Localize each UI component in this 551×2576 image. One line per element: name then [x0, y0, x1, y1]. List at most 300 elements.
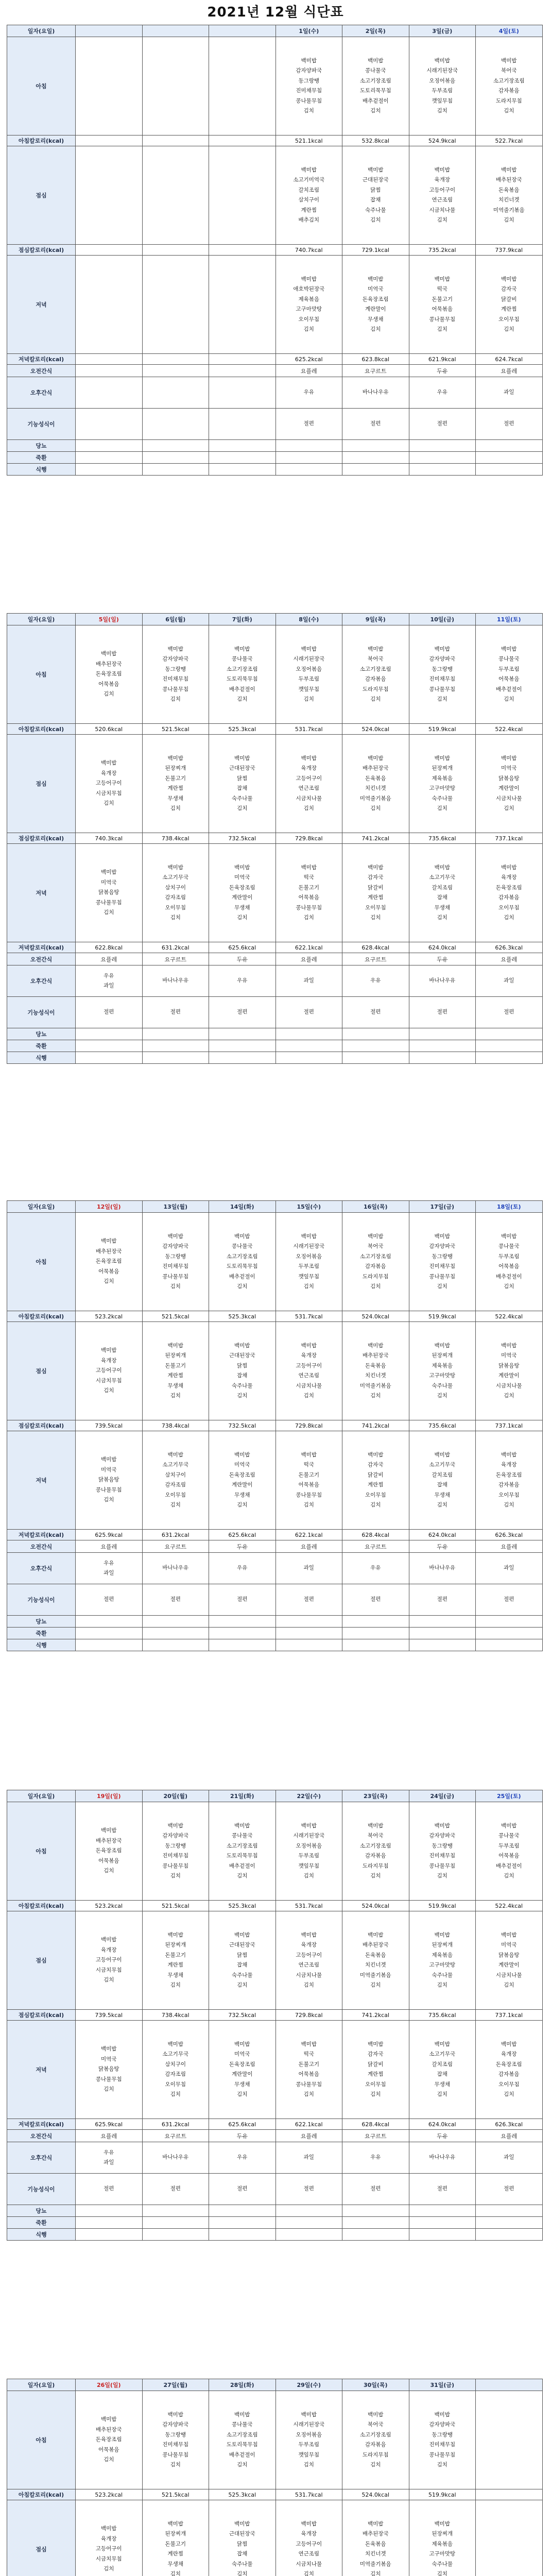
- dish-item: 오이무침: [165, 904, 186, 911]
- extra1-cell: [342, 440, 409, 452]
- dish-item: 육개장: [301, 2531, 317, 2537]
- lunch_kcal-cell: 737.1kcal: [476, 833, 543, 844]
- dish-item: 백미밥: [368, 276, 384, 282]
- dish-item: 백미밥: [368, 166, 384, 173]
- dish-item: 돈육볶음: [365, 1952, 386, 1958]
- dinner-cell: [409, 256, 476, 354]
- dinner_kcal-cell: 624.0kcal: [409, 2119, 476, 2130]
- morning_snack-cell: 두유: [209, 1540, 276, 1553]
- morning_snack-cell: 요플레: [476, 953, 543, 965]
- dish-item: 절편: [104, 1009, 114, 1015]
- row-label-lunch_kcal: 점심칼로리(kcal): [7, 245, 76, 256]
- lunch_kcal-cell: 738.4kcal: [142, 1420, 209, 1431]
- dish-item: 돈육볶음: [498, 187, 520, 193]
- extra1-cell: [476, 1028, 543, 1040]
- dish-item: 김치: [370, 1502, 381, 1508]
- dish-item: 고등어구이: [296, 775, 322, 782]
- dish-item: 미역줄기볶음: [359, 795, 391, 802]
- lunch-cell: [76, 1322, 143, 1420]
- lunch_kcal-cell: 729.8kcal: [276, 2010, 342, 2021]
- lunch_kcal-cell: 741.2kcal: [342, 2010, 409, 2021]
- dish-item: 배추겉절이: [229, 686, 255, 692]
- dish-item: 고등어구이: [429, 187, 456, 193]
- late_snack-cell: [409, 2174, 476, 2205]
- dish-item: 오징어볶음: [296, 2431, 322, 2438]
- dish-item: 김치: [303, 2462, 314, 2468]
- lunch-cell: [209, 1911, 276, 2010]
- dish-item: 떡국: [437, 286, 447, 292]
- dish-item: 감자양파국: [162, 1243, 189, 1249]
- row-label-dinner: 저녁: [7, 256, 76, 354]
- row-label-dinner: 저녁: [7, 1431, 76, 1530]
- lunch_kcal-cell: 735.6kcal: [409, 833, 476, 844]
- dish-item: 오징어볶음: [429, 77, 456, 84]
- dish-item: 김치: [303, 805, 314, 811]
- dish-item: 연근조림: [298, 1962, 320, 1968]
- dish-item: 김치: [370, 2571, 381, 2576]
- breakfast_kcal-cell: 519.9kcal: [409, 1901, 476, 1911]
- dish-item: 고등어구이: [95, 1367, 122, 1374]
- dish-item: 콩나물무침: [95, 899, 122, 906]
- breakfast_kcal-cell: 532.8kcal: [342, 135, 409, 146]
- dish-item: 돈불고기: [165, 2540, 186, 2547]
- breakfast-cell: [209, 1802, 276, 1901]
- dish-item: 백미밥: [167, 1451, 183, 1458]
- lunch-cell: [409, 735, 476, 833]
- late_snack-cell: [409, 997, 476, 1028]
- extra3-cell: [276, 1052, 342, 1064]
- day-header: 6일(월): [142, 614, 209, 625]
- dinner_kcal-cell: 624.7kcal: [476, 354, 543, 365]
- dish-item: 백미밥: [434, 2520, 450, 2527]
- dish-item: 백미밥: [101, 869, 117, 876]
- dish-item: 김치: [437, 2571, 447, 2576]
- afternoon_snack-cell: [76, 377, 143, 409]
- day-header: 24일(금): [409, 1790, 476, 1802]
- row-label-extra2: 죽환: [7, 452, 76, 464]
- morning_snack-cell: 요구르트: [342, 2130, 409, 2142]
- dish-item: 돈육볶음: [365, 2540, 386, 2547]
- dish-item: 백미밥: [234, 755, 250, 761]
- dish-item: 무생채: [434, 1492, 450, 1498]
- dish-item: 된장찌개: [432, 1942, 453, 1948]
- breakfast_kcal-cell: 524.0kcal: [342, 724, 409, 735]
- day-header: 17일(금): [409, 1201, 476, 1213]
- row-label-extra2: 죽환: [7, 1628, 76, 1639]
- extra3-cell: [276, 464, 342, 476]
- lunch-cell: [276, 2500, 342, 2576]
- dish-item: 백미밥: [434, 1233, 450, 1240]
- late_snack-cell: [142, 1584, 209, 1616]
- extra3-cell: [209, 1052, 276, 1064]
- extra1-cell: [476, 2205, 543, 2217]
- dish-item: 백미밥: [434, 2411, 450, 2418]
- dish-item: 된장찌개: [165, 765, 186, 771]
- dish-item: 김치: [303, 1393, 314, 1399]
- dish-item: 절편: [303, 2185, 314, 2192]
- dish-item: 김치: [104, 1387, 114, 1394]
- dish-item: 닭갈비: [368, 1471, 384, 1478]
- lunch_kcal-cell: 735.6kcal: [409, 2010, 476, 2021]
- late_snack-cell: [209, 2174, 276, 2205]
- dish-item: 절편: [437, 420, 447, 427]
- dish-item: 백미밥: [501, 1233, 517, 1240]
- extra3-cell: [409, 1052, 476, 1064]
- dish-item: 감자조림: [165, 1482, 186, 1488]
- breakfast-cell: [476, 37, 543, 135]
- dinner-cell: [209, 844, 276, 942]
- dish-item: 도토리묵무침: [226, 1263, 258, 1269]
- dish-item: 백미밥: [368, 755, 384, 761]
- dish-item: 백미밥: [301, 1342, 317, 1349]
- dinner-cell: [142, 2021, 209, 2119]
- dish-item: 미역국: [501, 765, 517, 771]
- dish-item: 오이무침: [498, 2081, 520, 2088]
- dish-item: 무생채: [167, 1972, 183, 1978]
- late_snack-cell: [209, 997, 276, 1028]
- dinner-cell: [476, 256, 543, 354]
- extra3-cell: [476, 1052, 543, 1064]
- dinner-cell: [76, 844, 143, 942]
- breakfast-cell: [142, 2391, 209, 2489]
- dish-item: 김치: [370, 914, 381, 921]
- dish-item: 근대된장국: [229, 765, 255, 771]
- dish-item: 된장찌개: [165, 1942, 186, 1948]
- afternoon_snack-cell: [476, 377, 543, 409]
- dish-item: 도라지무침: [495, 97, 522, 104]
- dinner-cell: [409, 844, 476, 942]
- row-label-dinner_kcal: 저녁칼로리(kcal): [7, 942, 76, 953]
- dish-item: 계란말이: [498, 785, 520, 791]
- dish-item: 시금치나물: [495, 1972, 522, 1978]
- dish-item: 김치: [437, 326, 447, 332]
- dish-item: 김치: [104, 2086, 114, 2093]
- breakfast_kcal-cell: 522.4kcal: [476, 1311, 543, 1322]
- extra3-cell: [476, 464, 543, 476]
- day-header: 23일(목): [342, 1790, 409, 1802]
- dish-item: 육개장: [434, 177, 450, 183]
- dish-item: 바나나우유: [429, 977, 456, 984]
- dish-item: 백미밥: [234, 646, 250, 652]
- dish-item: 시래기된장국: [426, 67, 458, 74]
- dish-item: 닭볶음탕: [98, 2066, 119, 2073]
- dish-item: 제육볶음: [298, 296, 320, 302]
- dish-item: 떡국: [303, 2051, 314, 2057]
- dish-item: 절편: [504, 1009, 514, 1015]
- late_snack-cell: [476, 409, 543, 440]
- day-header: 19일(일): [76, 1790, 143, 1802]
- morning_snack-cell: 요구르트: [142, 2130, 209, 2142]
- dish-item: 과일: [504, 389, 514, 396]
- extra2-cell: [209, 452, 276, 464]
- dish-item: 제육볶음: [432, 1362, 453, 1369]
- breakfast_kcal-cell: [209, 135, 276, 146]
- dish-item: 백미밥: [301, 864, 317, 871]
- page-title: 2021년 12월 식단표: [207, 5, 344, 20]
- extra2-cell: [409, 2217, 476, 2229]
- dinner-cell: [76, 256, 143, 354]
- lunch_kcal-cell: 740.3kcal: [76, 833, 143, 844]
- lunch_kcal-cell: 732.5kcal: [209, 1420, 276, 1431]
- dish-item: 미역국: [101, 879, 117, 886]
- dish-item: 백미밥: [301, 166, 317, 173]
- dish-item: 백미밥: [501, 1451, 517, 1458]
- dish-item: 돈육장조림: [95, 671, 122, 677]
- late_snack-cell: [476, 997, 543, 1028]
- dish-item: 백미밥: [368, 646, 384, 652]
- dish-item: 북어국: [368, 1243, 384, 1249]
- afternoon_snack-cell: [209, 1553, 276, 1584]
- dish-item: 숙주나물: [365, 207, 386, 213]
- dinner_kcal-cell: 622.1kcal: [276, 2119, 342, 2130]
- day-header: 3일(금): [409, 25, 476, 37]
- row-label-extra1: 당뇨: [7, 1616, 76, 1628]
- dish-item: 과일: [504, 977, 514, 984]
- late_snack-cell: [76, 1584, 143, 1616]
- dinner_kcal-cell: [142, 354, 209, 365]
- dish-item: 백미밥: [368, 1931, 384, 1938]
- breakfast_kcal-cell: 522.4kcal: [476, 1901, 543, 1911]
- extra1-cell: [142, 1028, 209, 1040]
- breakfast_kcal-cell: 531.7kcal: [276, 724, 342, 735]
- dish-item: 잡채: [237, 1962, 248, 1968]
- dish-item: 고구마맛탕: [429, 2551, 456, 2557]
- late_snack-cell: [76, 2174, 143, 2205]
- extra3-cell: [142, 464, 209, 476]
- dish-item: 김치: [303, 914, 314, 921]
- extra1-cell: [342, 1616, 409, 1628]
- lunch_kcal-cell: 740.7kcal: [276, 245, 342, 256]
- dish-item: 육개장: [301, 765, 317, 771]
- dish-item: 배추겉절이: [362, 97, 389, 104]
- dish-item: 동그랑땡: [432, 2431, 453, 2438]
- dinner_kcal-cell: 626.3kcal: [476, 2119, 543, 2130]
- dish-item: 백미밥: [301, 755, 317, 761]
- breakfast-cell: [76, 2391, 143, 2489]
- row-label-breakfast: 아침: [7, 37, 76, 135]
- lunch_kcal-cell: 729.8kcal: [276, 1420, 342, 1431]
- dish-item: 백미밥: [501, 2041, 517, 2047]
- extra3-cell: [209, 2229, 276, 2241]
- dinner-cell: [476, 844, 543, 942]
- dish-item: 미역국: [234, 874, 250, 880]
- week-table-3: [7, 1200, 543, 1651]
- breakfast-cell: [142, 1213, 209, 1311]
- dish-item: 김치: [437, 1283, 447, 1290]
- dish-item: 백미밥: [101, 1456, 117, 1463]
- dish-item: 시금치무침: [95, 1967, 122, 1973]
- dish-item: 소고기장조림: [226, 2431, 258, 2438]
- extra2-cell: [276, 2217, 342, 2229]
- dish-item: 백미밥: [434, 1451, 450, 1458]
- dish-item: 육개장: [501, 874, 517, 880]
- dinner-cell: [476, 2021, 543, 2119]
- dish-item: 김치: [237, 2091, 248, 2097]
- morning_snack-cell: [76, 365, 143, 377]
- lunch_kcal-cell: 739.5kcal: [76, 2010, 143, 2021]
- day-header: 15일(수): [276, 1201, 342, 1213]
- dish-item: 오이무침: [165, 2081, 186, 2088]
- lunch-cell: [142, 735, 209, 833]
- dish-item: 김치: [504, 1283, 514, 1290]
- dish-item: 우유: [237, 977, 248, 984]
- row-label-late_snack: 기능성식이: [7, 2174, 76, 2205]
- morning_snack-cell: 요구르트: [342, 365, 409, 377]
- afternoon_snack-cell: [76, 965, 143, 997]
- dish-item: 잡채: [437, 2071, 447, 2077]
- breakfast_kcal-cell: 519.9kcal: [409, 724, 476, 735]
- day-header: 28일(화): [209, 2379, 276, 2391]
- lunch_kcal-cell: [142, 245, 209, 256]
- breakfast_kcal-cell: 520.6kcal: [76, 724, 143, 735]
- dinner_kcal-cell: 628.4kcal: [342, 2119, 409, 2130]
- dish-item: 소고기장조림: [226, 1842, 258, 1849]
- lunch_kcal-cell: 737.1kcal: [476, 1420, 543, 1431]
- extra3-cell: [76, 1052, 143, 1064]
- dish-item: 돈불고기: [165, 1362, 186, 1369]
- dish-item: 김치: [237, 1873, 248, 1879]
- dish-item: 두부조림: [498, 1253, 520, 1260]
- afternoon_snack-cell: [409, 965, 476, 997]
- dish-item: 김치: [104, 1868, 114, 1874]
- lunch-cell: [276, 146, 342, 245]
- late_snack-cell: [409, 1584, 476, 1616]
- afternoon_snack-cell: [76, 2142, 143, 2174]
- row-label-dinner_kcal: 저녁칼로리(kcal): [7, 1530, 76, 1540]
- dish-item: 시금치나물: [296, 795, 322, 802]
- dish-item: 돈육장조림: [229, 1471, 255, 1478]
- dish-item: 어묵볶음: [432, 306, 453, 312]
- dish-item: 절편: [104, 2185, 114, 2192]
- dish-item: 백미밥: [101, 1238, 117, 1245]
- breakfast-cell: [276, 1213, 342, 1311]
- breakfast_kcal-cell: 519.9kcal: [409, 1311, 476, 1322]
- breakfast_kcal-cell: 531.7kcal: [276, 1311, 342, 1322]
- dish-item: 계란찜: [368, 1482, 384, 1488]
- dish-item: 두부조림: [298, 2442, 320, 2448]
- dish-item: 김치: [104, 1497, 114, 1503]
- dish-item: 백미밥: [368, 57, 384, 64]
- dish-item: 김치: [170, 1283, 181, 1290]
- dish-item: 잡채: [437, 1482, 447, 1488]
- dish-item: 된장찌개: [165, 2531, 186, 2537]
- dish-item: 돈불고기: [298, 2061, 320, 2067]
- dish-item: 소고기장조림: [493, 77, 525, 84]
- dinner_kcal-cell: 625.6kcal: [209, 1530, 276, 1540]
- day-header: 25일(토): [476, 1790, 543, 1802]
- extra1-cell: [409, 2205, 476, 2217]
- dish-item: 김치: [504, 1502, 514, 1508]
- lunch_kcal-cell: 732.5kcal: [209, 833, 276, 844]
- dish-item: 갈치조림: [298, 187, 320, 193]
- dish-item: 콩나물무침: [429, 316, 456, 323]
- dinner_kcal-cell: 626.3kcal: [476, 1530, 543, 1540]
- breakfast_kcal-cell: 525.3kcal: [209, 1311, 276, 1322]
- day-header: 4일(토): [476, 25, 543, 37]
- extra3-cell: [342, 1052, 409, 1064]
- dish-item: 삼치구이: [165, 884, 186, 891]
- dish-item: 육개장: [501, 2051, 517, 2057]
- dinner-cell: [276, 844, 342, 942]
- dish-item: 제육볶음: [432, 1952, 453, 1958]
- dish-item: 백미밥: [434, 755, 450, 761]
- dish-item: 진미채무침: [162, 1853, 189, 1859]
- dish-item: 두부조림: [298, 676, 320, 682]
- dish-item: 김치: [170, 805, 181, 811]
- day-header: [142, 25, 209, 37]
- lunch-cell: [142, 1911, 209, 2010]
- lunch-cell: [142, 2500, 209, 2576]
- breakfast-cell: [276, 37, 342, 135]
- dish-item: 닭볶음탕: [98, 1477, 119, 1483]
- row-label-afternoon_snack: 오후간식: [7, 1553, 76, 1584]
- dish-item: 치킨너겟: [365, 2551, 386, 2557]
- extra1-cell: [409, 440, 476, 452]
- dinner-cell: [142, 1431, 209, 1530]
- lunch-cell: [342, 146, 409, 245]
- dish-item: 소고기무국: [162, 1462, 189, 1468]
- dish-item: 바나나우유: [429, 2154, 456, 2161]
- morning_snack-cell: 요플레: [276, 2130, 342, 2142]
- extra2-cell: [276, 1040, 342, 1052]
- dish-item: 백미밥: [301, 2520, 317, 2527]
- dish-item: 콩나물국: [365, 67, 386, 74]
- dish-item: 김치: [104, 2456, 114, 2463]
- afternoon_snack-cell: [142, 1553, 209, 1584]
- afternoon_snack-cell: [409, 2142, 476, 2174]
- dinner-cell: [276, 256, 342, 354]
- dish-item: 콩나물국: [231, 2421, 253, 2428]
- dish-item: 배추겉절이: [495, 686, 522, 692]
- dish-item: 제육볶음: [432, 775, 453, 782]
- dish-item: 김치: [303, 1283, 314, 1290]
- lunch-cell: [476, 1322, 543, 1420]
- afternoon_snack-cell: [209, 377, 276, 409]
- dish-item: 과일: [104, 1570, 114, 1576]
- dish-item: 소고기무국: [429, 2051, 456, 2057]
- breakfast-cell: [209, 2391, 276, 2489]
- afternoon_snack-cell: [476, 1553, 543, 1584]
- row-label-lunch: 점심: [7, 1322, 76, 1420]
- dish-item: 우유: [303, 389, 314, 396]
- dish-item: 진미채무침: [162, 676, 189, 682]
- dish-item: 동그랑땡: [165, 666, 186, 672]
- dish-item: 계란말이: [231, 894, 253, 901]
- dish-item: 백미밥: [301, 1233, 317, 1240]
- dish-item: 절편: [170, 1009, 181, 1015]
- dish-item: 진미채무침: [162, 2442, 189, 2448]
- dish-item: 백미밥: [234, 2520, 250, 2527]
- dish-item: 김치: [170, 696, 181, 702]
- late_snack-cell: [209, 409, 276, 440]
- dish-item: 동그랑땡: [165, 2431, 186, 2438]
- dish-item: 고등어구이: [296, 1952, 322, 1958]
- dish-item: 콩나물국: [231, 656, 253, 662]
- extra2-cell: [409, 1628, 476, 1639]
- row-label-breakfast_kcal: 아침칼로리(kcal): [7, 724, 76, 735]
- dish-item: 진미채무침: [162, 1263, 189, 1269]
- row-label-extra3: 식행: [7, 1052, 76, 1064]
- extra1-cell: [142, 2205, 209, 2217]
- dish-item: 김치: [170, 1393, 181, 1399]
- dish-item: 진미채무침: [429, 1263, 456, 1269]
- dish-item: 절편: [170, 1596, 181, 1603]
- lunch-cell: [342, 1911, 409, 2010]
- dish-item: 육개장: [101, 2535, 117, 2542]
- day-header: 21일(화): [209, 1790, 276, 1802]
- dish-item: 백미밥: [434, 166, 450, 173]
- row-label-lunch_kcal: 점심칼로리(kcal): [7, 1420, 76, 1431]
